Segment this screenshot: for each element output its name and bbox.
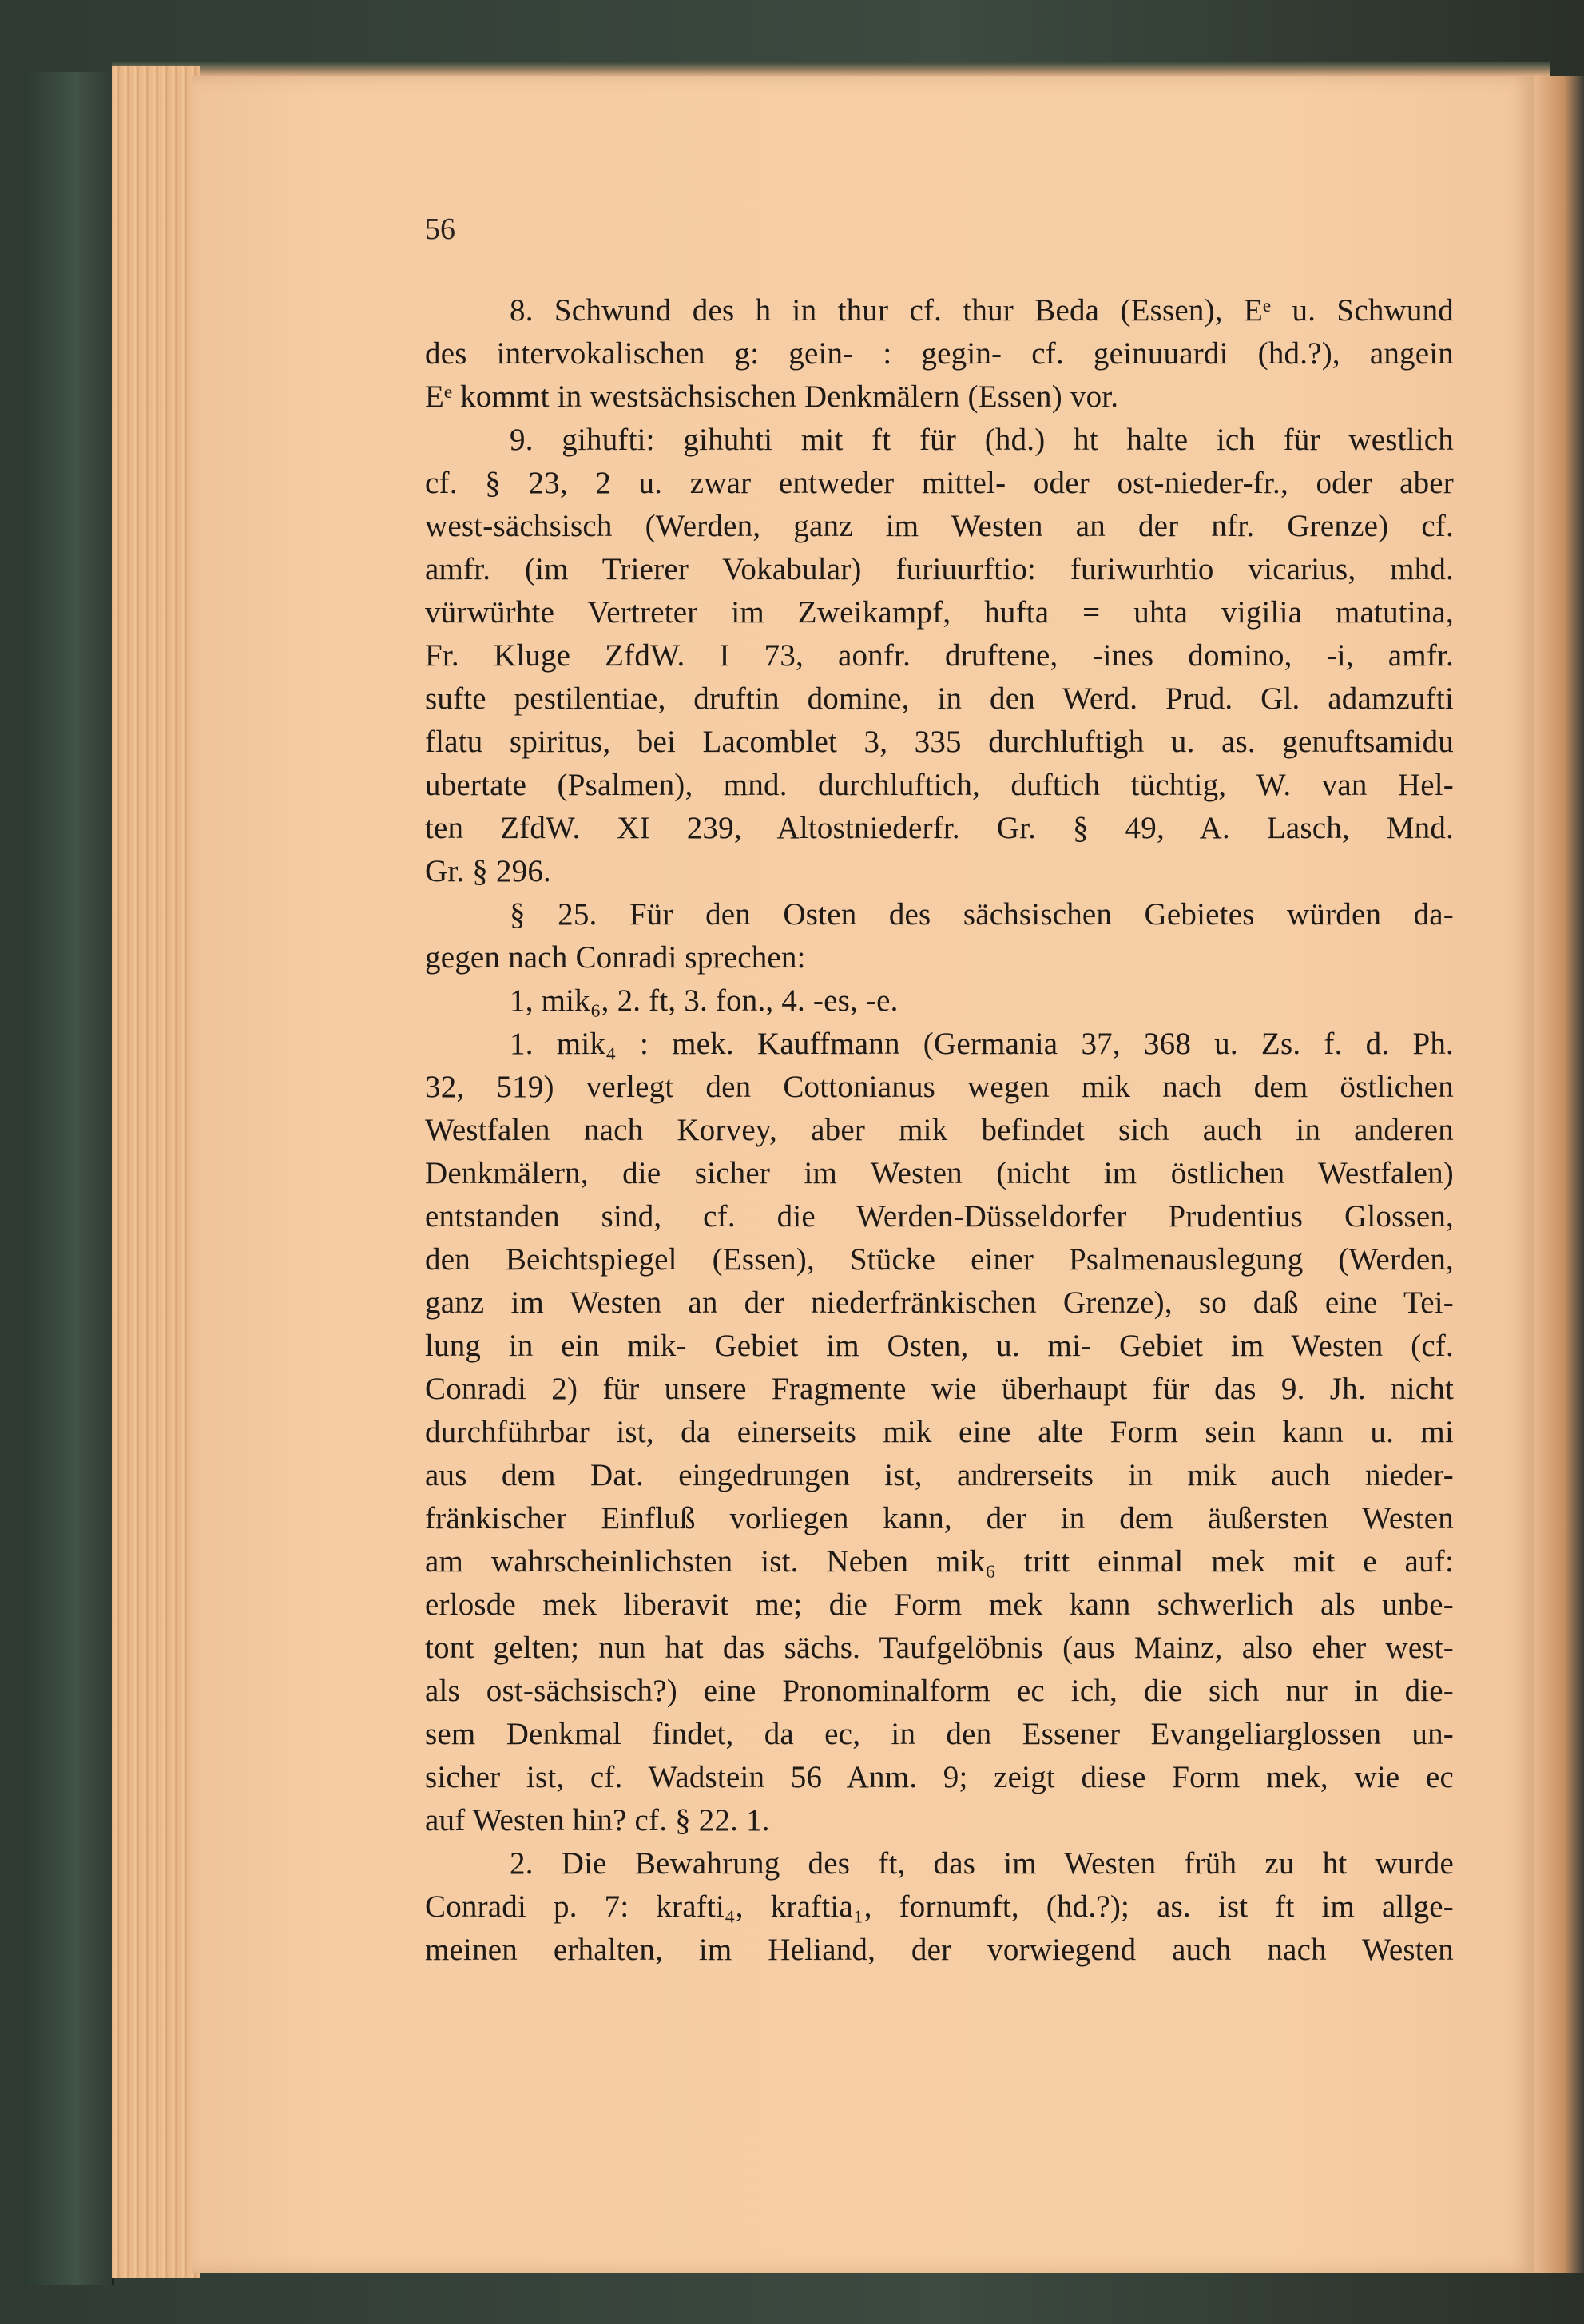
- text-line: durchführbar ist, da einerseits mik eine alte Form sein kann u. mi: [425, 1415, 1454, 1449]
- text-line: amfr. (im Trierer Vokabular) furiuurftio: furiwurhtio vicarius, mhd.: [425, 552, 1454, 586]
- text-line: 2. Die Bewahrung des ft, das im Westen früh zu ht wurde: [510, 1846, 1454, 1881]
- text-line: 8. Schwund des h in thur cf. thur Beda (Essen), Eᵉ u. Schwund: [510, 293, 1454, 328]
- text-line: aus dem Dat. eingedrungen ist, andrerseits in mik auch nieder-: [425, 1458, 1454, 1492]
- page-number: 56: [425, 213, 455, 246]
- text-line: den Beichtspiegel (Essen), Stücke einer Psalmenauslegung (Werden,: [425, 1242, 1454, 1277]
- text-line: erlosde mek liberavit me; die Form mek kann schwerlich als unbe-: [425, 1587, 1454, 1622]
- page-right-edge: [1534, 76, 1584, 2273]
- text-line: ubertate (Psalmen), mnd. durchluftich, duftich tüchtig, W. van Hel-: [425, 768, 1454, 802]
- page-top-edge: [112, 62, 1550, 77]
- text-line: sufte pestilentiae, druftin domine, in den Werd. Prud. Gl. adamzufti: [425, 681, 1454, 716]
- text-line: 9. gihufti: gihuhti mit ft für (hd.) ht halte ich für westlich: [510, 423, 1454, 457]
- text-line: meinen erhalten, im Heliand, der vorwiegend auch nach Westen: [425, 1933, 1454, 1967]
- text-line: Conradi 2) für unsere Fragmente wie überhaupt für das 9. Jh. nicht: [425, 1372, 1454, 1406]
- text-line: Eᵉ kommt in westsächsischen Denkmälern (Essen) vor.: [425, 379, 1119, 414]
- text-line: als ost-sächsisch?) eine Pronominalform ec ich, die sich nur in die-: [425, 1674, 1454, 1708]
- text-line: flatu spiritus, bei Lacomblet 3, 335 durchluftigh u. as. genuftsamidu: [425, 725, 1454, 759]
- text-line: west-sächsisch (Werden, ganz im Westen an der nfr. Grenze) cf.: [425, 509, 1454, 543]
- book-spine: [24, 72, 114, 2285]
- text-line: Denkmälern, die sicher im Westen (nicht im östlichen Westfalen): [425, 1156, 1454, 1190]
- text-line: sem Denkmal findet, da ec, in den Essener Evangeliarglossen un-: [425, 1717, 1454, 1751]
- text-line: Conradi p. 7: krafti₄, kraftia₁, fornumft, (hd.?); as. ist ft im allge-: [425, 1889, 1454, 1924]
- text-line: tont gelten; nun hat das sächs. Taufgelöbnis (aus Mainz, also eher west-: [425, 1631, 1454, 1665]
- text-line: gegen nach Conradi sprechen:: [425, 940, 806, 975]
- text-line: Fr. Kluge ZfdW. I 73, aonfr. druftene, -ines domino, -i, amfr.: [425, 638, 1454, 673]
- text-line: ten ZfdW. XI 239, Altostniederfr. Gr. § 49, A. Lasch, Mnd.: [425, 811, 1454, 845]
- text-line: sicher ist, cf. Wadstein 56 Anm. 9; zeigt diese Form mek, wie ec: [425, 1760, 1454, 1794]
- text-line: ganz im Westen an der niederfränkischen Grenze), so daß eine Tei-: [425, 1285, 1454, 1320]
- text-line: auf Westen hin? cf. § 22. 1.: [425, 1803, 770, 1837]
- text-line: 32, 519) verlegt den Cottonianus wegen mik nach dem östlichen: [425, 1070, 1454, 1104]
- section-heading-line: § 25. Für den Osten des sächsischen Gebietes würden da-: [510, 897, 1454, 932]
- text-line: am wahrscheinlichsten ist. Neben mik₆ tritt einmal mek mit e auf:: [425, 1544, 1454, 1579]
- text-line: lung in ein mik- Gebiet im Osten, u. mi- Gebiet im Westen (cf.: [425, 1329, 1454, 1363]
- text-line: Gr. § 296.: [425, 854, 551, 888]
- text-line: des intervokalischen g: gein- : gegin- cf. geinuuardi (hd.?), angein: [425, 336, 1454, 371]
- text-line: fränkischer Einfluß vorliegen kann, der in dem äußersten Westen: [425, 1501, 1454, 1535]
- text-line: Westfalen nach Korvey, aber mik befindet sich auch in anderen: [425, 1113, 1454, 1147]
- text-line: cf. § 23, 2 u. zwar entweder mittel- oder ost-nieder-fr., oder aber: [425, 466, 1454, 500]
- page-stack-edge: [112, 66, 200, 2278]
- text-line: vürwürhte Vertreter im Zweikampf, hufta = uhta vigilia matutina,: [425, 595, 1454, 630]
- text-line: 1. mik₄ : mek. Kauffmann (Germania 37, 368 u. Zs. f. d. Ph.: [510, 1027, 1454, 1061]
- text-line: 1, mik₆, 2. ft, 3. fon., 4. -es, -e.: [510, 983, 899, 1018]
- text-line: entstanden sind, cf. die Werden-Düsseldorfer Prudentius Glossen,: [425, 1199, 1454, 1234]
